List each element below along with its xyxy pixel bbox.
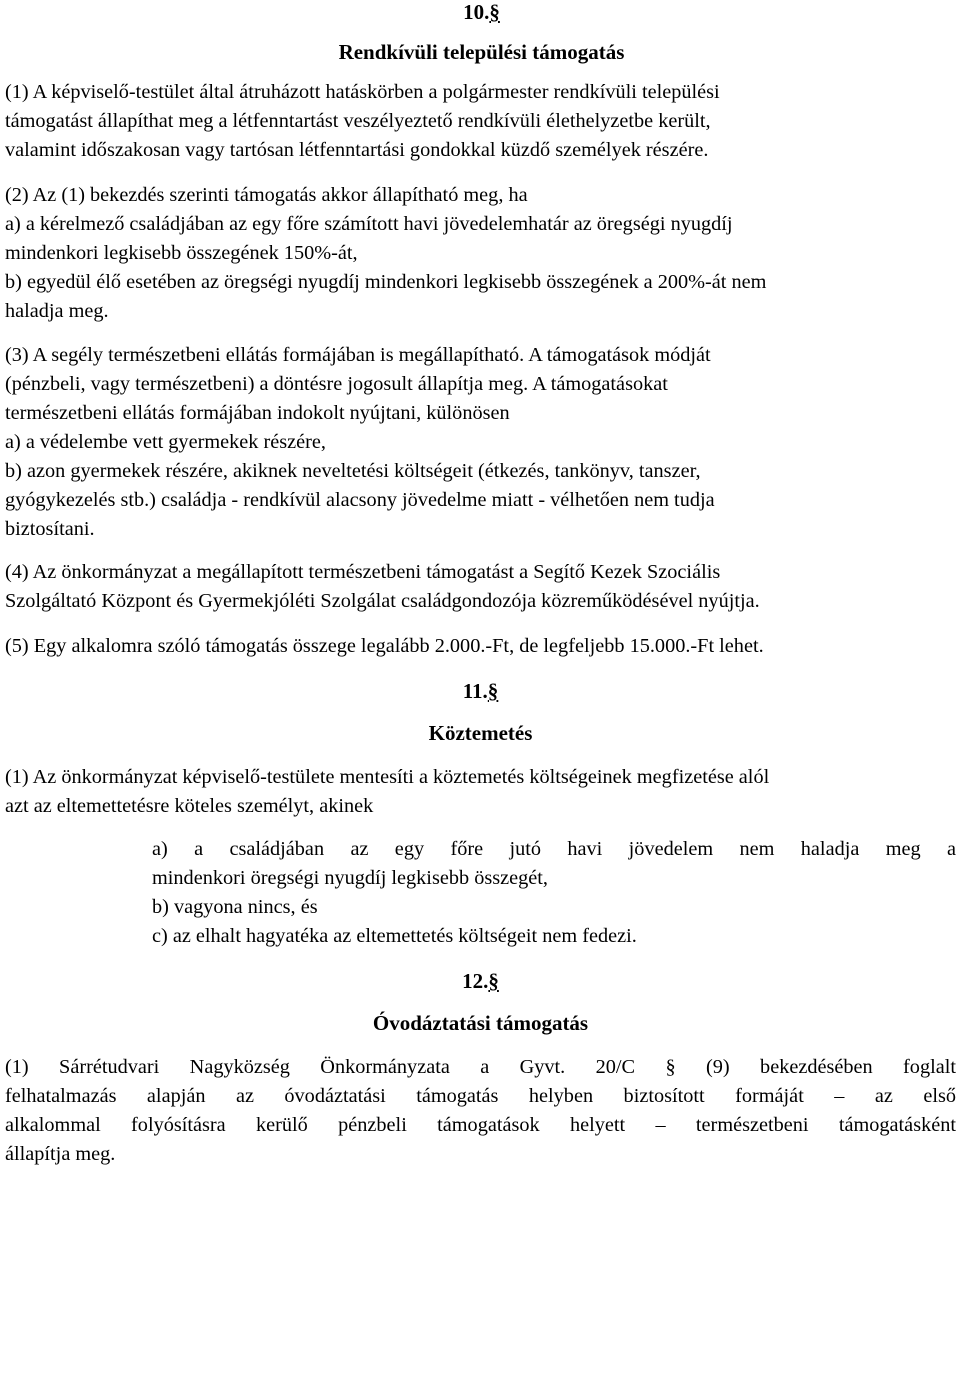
text-line: a) a kérelmező családjában az egy főre számított havi jövedelemhatár az öregségi nyugdíj bbox=[5, 213, 733, 235]
text-line: haladja meg. bbox=[5, 300, 109, 322]
text-line bbox=[5, 1053, 956, 1082]
list-item bbox=[152, 835, 956, 864]
section-symbol: § bbox=[487, 679, 499, 703]
section-10-paragraph-4 bbox=[5, 558, 956, 616]
text-line: (4) Az önkormányzat a megállapított természetbeni támogatást a Segítő Kezek Szociális bbox=[5, 561, 721, 583]
list-item: mindenkori öregségi nyugdíj legkisebb összegét, bbox=[152, 867, 548, 889]
text-line: (pénzbeli, vagy természetbeni) a döntésre jogosult állapítja meg. A támogatásokat bbox=[5, 373, 668, 395]
text-line: a) a védelembe vett gyermekek részére, bbox=[5, 431, 326, 453]
section-symbol: § bbox=[488, 969, 499, 993]
section-12-number bbox=[5, 969, 956, 993]
text-line-content: felhatalmazás alapján az óvodáztatási támogatás helyben biztosított formáját – az első bbox=[5, 1085, 956, 1107]
section-11-conditions-list bbox=[152, 835, 956, 951]
list-item: b) vagyona nincs, és bbox=[152, 896, 318, 918]
list-item: c) az elhalt hagyatéka az eltemettetés költségeit nem fedezi. bbox=[152, 925, 637, 947]
section-10-number bbox=[5, 0, 956, 24]
text-line: valamint időszakosan vagy tartósan létfenntartási gondokkal küzdő személyek részére. bbox=[5, 139, 709, 161]
section-10-number-text: 10. bbox=[463, 0, 490, 24]
document-page bbox=[5, 0, 956, 1169]
text-line: gyógykezelés stb.) családja - rendkívül alacsony jövedelme miatt - vélhetően nem tudja bbox=[5, 489, 715, 511]
section-10-paragraph-3 bbox=[5, 341, 956, 544]
section-symbol: § bbox=[489, 0, 500, 24]
text-line: természetbeni ellátás formájában indokolt nyújtani, különösen bbox=[5, 402, 510, 424]
section-12-number-text: 12. bbox=[462, 969, 489, 993]
section-11-number-text: 11. bbox=[462, 679, 488, 703]
text-line: Szolgáltató Központ és Gyermekjóléti Szolgálat családgondozója közreműködésével nyújtja. bbox=[5, 590, 760, 612]
section-11-paragraph-1 bbox=[5, 763, 956, 821]
section-11-number bbox=[5, 679, 956, 703]
section-12-title: Óvodáztatási támogatás bbox=[372, 1011, 589, 1035]
text-line: támogatást állapíthat meg a létfenntartást veszélyeztető rendkívüli élethelyzetbe került, bbox=[5, 110, 711, 132]
section-10-paragraph-1 bbox=[5, 78, 956, 165]
list-item-text: a) a családjában az egy főre jutó havi jövedelem nem haladja meg a bbox=[152, 838, 956, 860]
text-line: állapítja meg. bbox=[5, 1143, 116, 1165]
section-11-title: Köztemetés bbox=[428, 721, 533, 745]
text-line-content: alkalommal folyósításra kerülő pénzbeli támogatások helyett – természetbeni támogatásként bbox=[5, 1114, 956, 1136]
text-line: (1) Az önkormányzat képviselő-testülete mentesíti a köztemetés költségeinek megfizetése alól bbox=[5, 766, 770, 788]
text-line: b) azon gyermekek részére, akiknek neveltetési költségeit (étkezés, tankönyv, tanszer, bbox=[5, 460, 701, 482]
text-line: (5) Egy alkalomra szóló támogatás összege legalább 2.000.-Ft, de legfeljebb 15.000.-Ft lehet. bbox=[5, 635, 764, 657]
section-10-paragraph-2 bbox=[5, 181, 956, 326]
text-line bbox=[5, 1111, 956, 1140]
section-10-title: Rendkívüli települési támogatás bbox=[338, 40, 625, 64]
text-line: (3) A segély természetbeni ellátás formájában is megállapítható. A támogatások módját bbox=[5, 344, 711, 366]
text-line: mindenkori legkisebb összegének 150%-át, bbox=[5, 242, 358, 264]
text-line: biztosítani. bbox=[5, 518, 95, 540]
text-line: b) egyedül élő esetében az öregségi nyugdíj mindenkori legkisebb összegének a 200%-át nem bbox=[5, 271, 767, 293]
text-line: azt az eltemettetésre köteles személyt, akinek bbox=[5, 795, 374, 817]
section-12-paragraph-1 bbox=[5, 1053, 956, 1169]
text-line bbox=[5, 1082, 956, 1111]
section-10-paragraph-5 bbox=[5, 632, 956, 661]
text-line-content: (1) Sárrétudvari Nagyközség Önkormányzata a Gyvt. 20/C § (9) bekezdésében foglalt bbox=[5, 1056, 956, 1078]
text-line: (1) A képviselő-testület által átruházott hatáskörben a polgármester rendkívüli települési bbox=[5, 81, 720, 103]
text-line: (2) Az (1) bekezdés szerinti támogatás akkor állapítható meg, ha bbox=[5, 184, 528, 206]
